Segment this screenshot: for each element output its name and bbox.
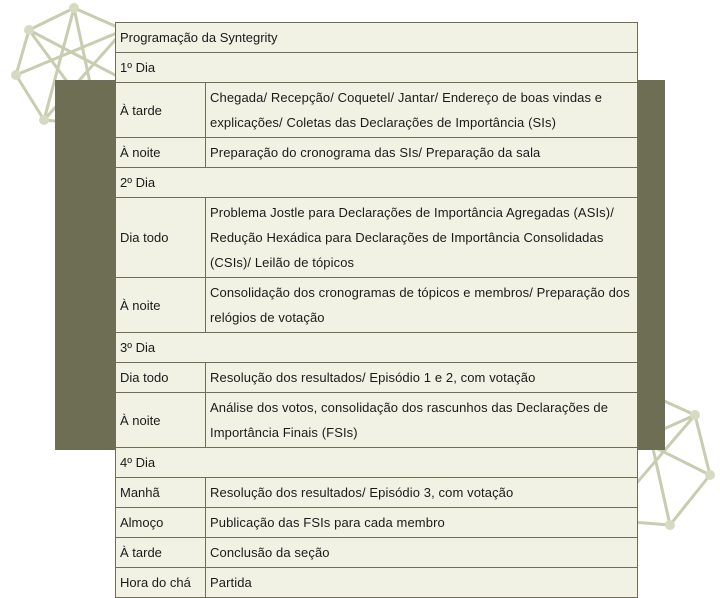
table-row xyxy=(116,53,638,83)
time-cell: Dia todo xyxy=(116,198,206,278)
activity-cell: Conclusão da seção xyxy=(206,538,638,568)
time-cell: Almoço xyxy=(116,508,206,538)
table-row xyxy=(116,538,638,568)
day-header: 4º Dia xyxy=(116,448,638,478)
activity-cell: Problema Jostle para Declarações de Importância Agregadas (ASIs)/ Redução Hexádica para Declarações de Importância Consolidadas (CSIs)/ Leilão de tópicos xyxy=(206,198,638,278)
table-row xyxy=(116,363,638,393)
table-row xyxy=(116,333,638,363)
activity-cell: Partida xyxy=(206,568,638,598)
activity-cell: Chegada/ Recepção/ Coquetel/ Jantar/ Endereço de boas vindas e explicações/ Coletas das Declarações de Importância (SIs) xyxy=(206,83,638,138)
time-cell: Hora do chá xyxy=(116,568,206,598)
activity-cell: Análise dos votos, consolidação dos rascunhos das Declarações de Importância Finais (FSIs) xyxy=(206,393,638,448)
table-row xyxy=(116,448,638,478)
table-row xyxy=(116,508,638,538)
table-row xyxy=(116,83,638,138)
activity-cell: Resolução dos resultados/ Episódio 1 e 2, com votação xyxy=(206,363,638,393)
day-header: 3º Dia xyxy=(116,333,638,363)
time-cell: À noite xyxy=(116,278,206,333)
time-cell: À tarde xyxy=(116,538,206,568)
table-row xyxy=(116,168,638,198)
day-header: 2º Dia xyxy=(116,168,638,198)
table-row xyxy=(116,278,638,333)
time-cell: À tarde xyxy=(116,83,206,138)
time-cell: Manhã xyxy=(116,478,206,508)
day-header: 1º Dia xyxy=(116,53,638,83)
table-row xyxy=(116,138,638,168)
activity-cell: Consolidação dos cronogramas de tópicos e membros/ Preparação dos relógios de votação xyxy=(206,278,638,333)
table-title: Programação da Syntegrity xyxy=(116,23,638,53)
table-row xyxy=(116,198,638,278)
table-row xyxy=(116,568,638,598)
activity-cell: Preparação do cronograma das SIs/ Preparação da sala xyxy=(206,138,638,168)
table-row xyxy=(116,478,638,508)
schedule-table xyxy=(115,22,638,598)
time-cell: À noite xyxy=(116,138,206,168)
time-cell: À noite xyxy=(116,393,206,448)
time-cell: Dia todo xyxy=(116,363,206,393)
activity-cell: Resolução dos resultados/ Episódio 3, com votação xyxy=(206,478,638,508)
table-row xyxy=(116,23,638,53)
activity-cell: Publicação das FSIs para cada membro xyxy=(206,508,638,538)
table-row xyxy=(116,393,638,448)
